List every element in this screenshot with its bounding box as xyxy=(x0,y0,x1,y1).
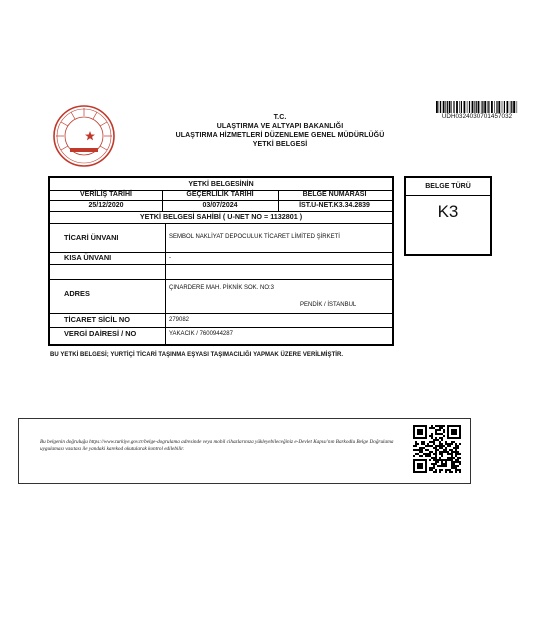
document-type-box xyxy=(404,176,492,256)
trade-registry-value: 279082 xyxy=(169,317,190,323)
address-value: ÇINARDERE MAH. PİKNİK SOK. NO:3 xyxy=(169,285,275,291)
document-type-label: BELGE TÜRÜ xyxy=(406,178,490,196)
certificate-table xyxy=(48,176,394,346)
col-header-document-number: BELGE NUMARASI xyxy=(302,191,367,198)
col-header-issue-date: VERİLİŞ TARİHİ xyxy=(80,191,132,198)
header-directorate: ULAŞTIRMA HİZMETLERİ DÜZENLEME GENEL MÜDÜRLÜĞÜ xyxy=(175,132,385,139)
short-name-label: KISA ÜNVANI xyxy=(64,253,112,262)
validity-date-value: 03/07/2024 xyxy=(202,202,238,209)
holder-header: YETKİ BELGESİ SAHİBİ ( U-NET NO = 1132801 ) xyxy=(139,212,303,221)
address-label: ADRES xyxy=(64,289,90,298)
certificate-title: YETKİ BELGESİNİN xyxy=(188,181,254,188)
certificate-note: BU YETKİ BELGESİ; YURTİÇİ TİCARİ TAŞINMA EŞYASI TAŞIMACILIĞI YAPMAK ÜZERE VERİLMİŞTİR. xyxy=(50,352,344,358)
address-district-value: PENDİK / İSTANBUL xyxy=(300,302,357,308)
qr-code-icon xyxy=(413,425,461,473)
ministry-seal-icon xyxy=(52,104,116,168)
document-type-value: K3 xyxy=(437,202,459,221)
verification-box xyxy=(18,418,471,484)
trade-registry-label: TİCARET SİCİL NO xyxy=(64,315,130,324)
barcode-number: UDH0324030701457032 xyxy=(441,113,513,120)
barcode-icon xyxy=(436,100,518,112)
tax-office-value: YAKACIK / 7600944287 xyxy=(169,331,233,337)
header-ministry: ULAŞTIRMA VE ALTYAPI BAKANLIĞI xyxy=(216,123,344,130)
issue-date-value: 25/12/2020 xyxy=(88,202,124,209)
trade-name-label: TİCARİ ÜNVANI xyxy=(64,233,119,242)
verification-text: Bu belgenin doğruluğu https://www.turkiye.gov.tr/belge-dogrulama adresinde veya mobil cihazlarınıza yükleyebileceğiniz e-Devlet Kapısı'nın Barkodlu Belge Doğrulama uygulaması vasıtası ile yandaki karekod okutularak kontrol edilebilir. xyxy=(40,439,394,453)
col-header-validity-date: GEÇERLİLİK TARİHİ xyxy=(186,191,254,198)
trade-name-value: SEMBOL NAKLİYAT DEPOCULUK TİCARET LİMİTED ŞİRKETİ xyxy=(169,234,340,240)
header-line-tc: T.C. xyxy=(273,114,287,121)
tax-office-label: VERGİ DAİRESİ / NO xyxy=(64,329,137,338)
short-name-value: - xyxy=(169,255,171,261)
document-number-value: İST.U-NET.K3.34.2839 xyxy=(299,202,370,209)
document-title: YETKİ BELGESİ xyxy=(252,141,308,148)
